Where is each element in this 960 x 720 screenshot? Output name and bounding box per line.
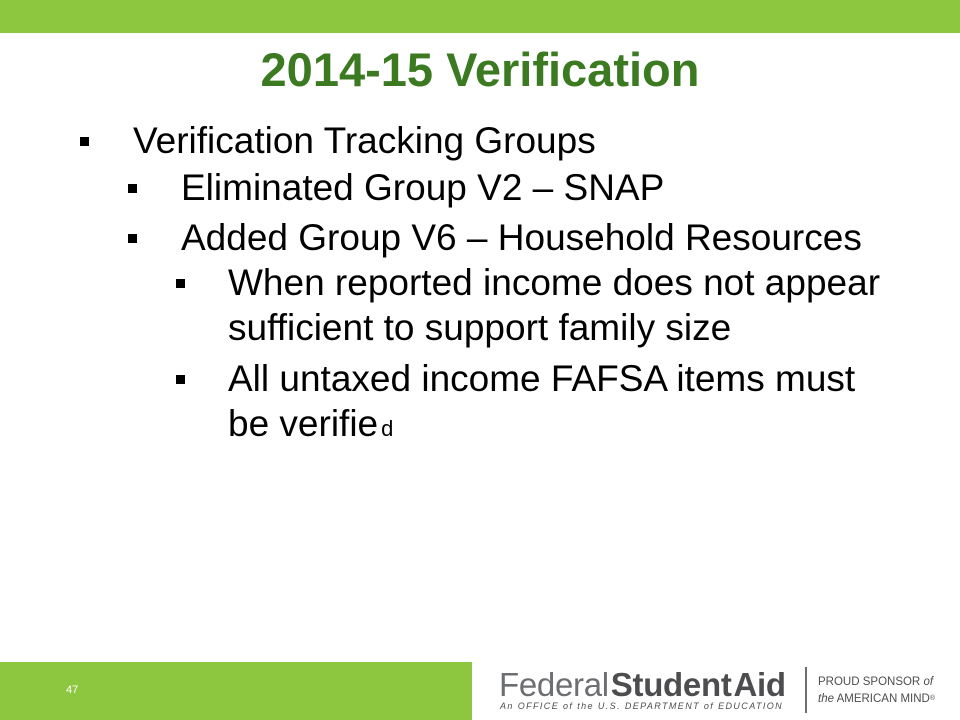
- bullet-text-fragment: be verifie: [228, 403, 379, 444]
- bullet-text: Added Group V6 – Household Resources: [181, 217, 862, 258]
- bullet-text-line: All untaxed income FAFSA items must: [228, 358, 856, 399]
- bullet-square-icon: [128, 184, 137, 193]
- sponsor-line-2: [818, 691, 935, 708]
- top-accent-bar: [0, 0, 960, 33]
- slide-title: 2014-15 Verification: [260, 43, 700, 96]
- logo-tagline: An OFFICE of the U.S. DEPARTMENT of EDUCATION: [500, 701, 784, 711]
- bullet-item-level2: [128, 215, 862, 260]
- bullet-text-line: When reported income does not appear: [228, 262, 881, 303]
- logo-word-aid: Aid: [733, 666, 786, 703]
- sponsor-lockup: [818, 674, 935, 708]
- logo-word-federal: Federal: [499, 666, 609, 703]
- sponsor-line-1: [818, 674, 935, 691]
- bullet-item-level2: [128, 165, 664, 210]
- bullet-text-line: [228, 401, 855, 451]
- bullet-text-line: sufficient to support family size: [228, 307, 732, 348]
- bullet-square-icon: [176, 375, 185, 384]
- bullet-item-level3: [176, 260, 880, 350]
- bullet-square-icon: [128, 234, 137, 243]
- logo-word-student: Student: [610, 666, 732, 703]
- sponsor-text-italic: the: [818, 693, 834, 705]
- footer-divider: [805, 667, 807, 713]
- bullet-text: Verification Tracking Groups: [133, 120, 596, 161]
- bullet-item-level3: [176, 356, 855, 451]
- bullet-square-icon: [80, 137, 89, 146]
- bullet-text: Eliminated Group V2 – SNAP: [181, 167, 665, 208]
- registered-mark: ®: [929, 695, 936, 702]
- bullet-square-icon: [176, 279, 185, 288]
- sponsor-text: PROUD SPONSOR: [818, 676, 921, 688]
- federal-student-aid-logo: [499, 666, 786, 704]
- page-number: 47: [66, 684, 79, 696]
- sponsor-text: AMERICAN MIND: [836, 693, 930, 705]
- bullet-item-level1: [80, 118, 596, 163]
- sponsor-text-italic: of: [923, 676, 934, 688]
- bullet-text-small-suffix: d: [381, 416, 394, 441]
